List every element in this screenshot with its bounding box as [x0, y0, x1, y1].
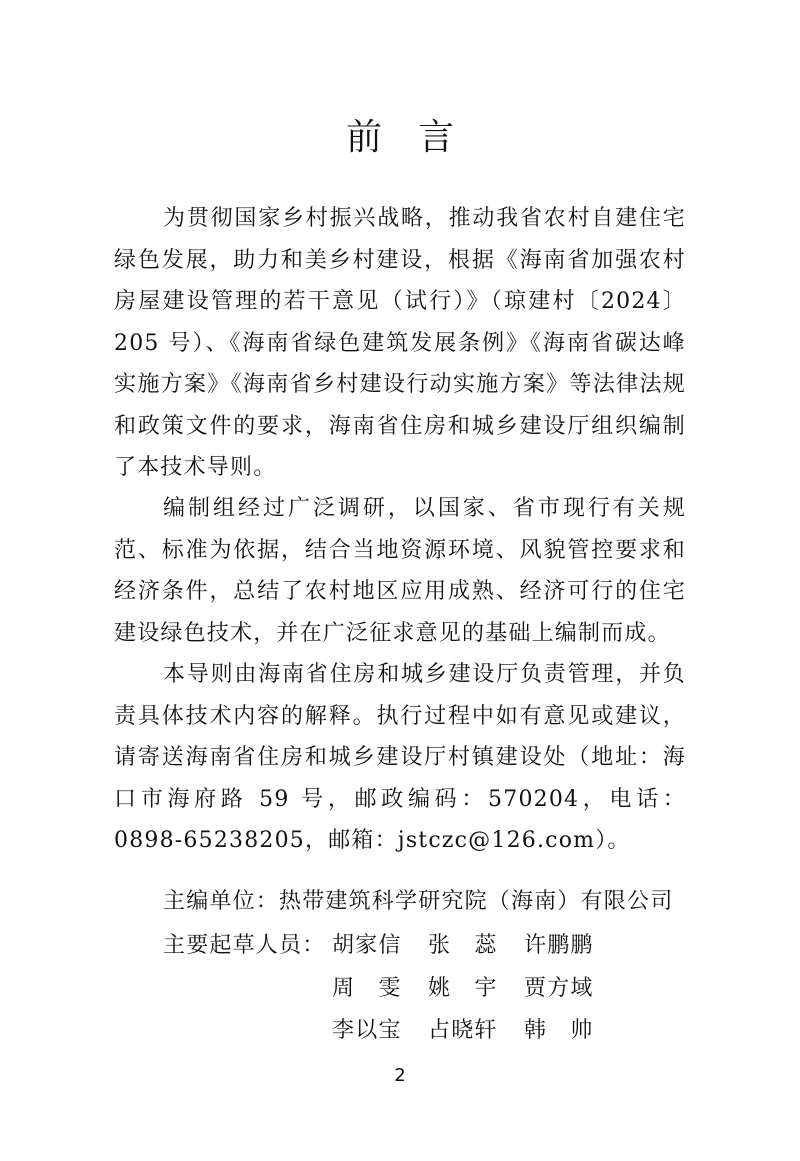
chief-editor-unit-text: 主编单位：热带建筑科学研究院（海南）有限公司: [163, 889, 674, 914]
drafter-name: 许鹏鹏: [524, 933, 594, 958]
paragraph-text: 为贯彻国家乡村振兴战略，推动我省农村自建住宅绿色发展，助力和美乡村建设，根据《海南省加强农村房屋建设管理的若干意见（试行）》（琼建村〔2024〕205 号）、《海南省绿色建筑发展条例》《海南省碳达峰实施方案》《海南省乡村建设行动实施方案》等法律法规和政策文件的要求，海南省住房和城乡建设厅组织编制了本技术导则。: [114, 206, 686, 480]
drafters-row-2: [332, 967, 620, 1011]
paragraph-purpose: [114, 198, 686, 489]
drafter-name: 胡家信: [332, 933, 402, 958]
drafter-name: 周 雯: [332, 976, 402, 1001]
paragraph-management: [114, 654, 686, 862]
drafters-row-1: [332, 924, 620, 968]
drafter-name: 张 蕊: [428, 933, 498, 958]
title-char-1: 前: [345, 117, 382, 158]
chief-editor-unit: [163, 880, 673, 924]
drafter-name: 姚 宇: [428, 976, 498, 1001]
page-title: [0, 112, 800, 164]
drafter-name: 贾方域: [524, 976, 594, 1001]
paragraph-text: 本导则由海南省住房和城乡建设厅负责管理，并负责具体技术内容的解释。执行过程中如有意见或建议，请寄送海南省住房和城乡建设厅村镇建设处（地址：海口市海府路 59 号，邮政编码：570204，电话：0898-65238205，邮箱：jstczc@126.com）。: [114, 662, 686, 853]
page-number: 2: [394, 1065, 406, 1086]
paragraph-text: 编制组经过广泛调研，以国家、省市现行有关规范、标准为依据，结合当地资源环境、风貌管控要求和经济条件，总结了农村地区应用成熟、经济可行的住宅建设绿色技术，并在广泛征求意见的基础上编制而成。: [114, 496, 686, 646]
drafters-row-3: [332, 1009, 620, 1053]
drafter-name: 韩 帅: [524, 1018, 594, 1043]
drafter-name: 李以宝: [332, 1018, 402, 1043]
drafter-name: 占晓轩: [428, 1018, 498, 1043]
drafters-label: 主要起草人员：: [163, 933, 326, 958]
paragraph-compilation: [114, 488, 686, 654]
title-char-2: 言: [418, 117, 455, 158]
